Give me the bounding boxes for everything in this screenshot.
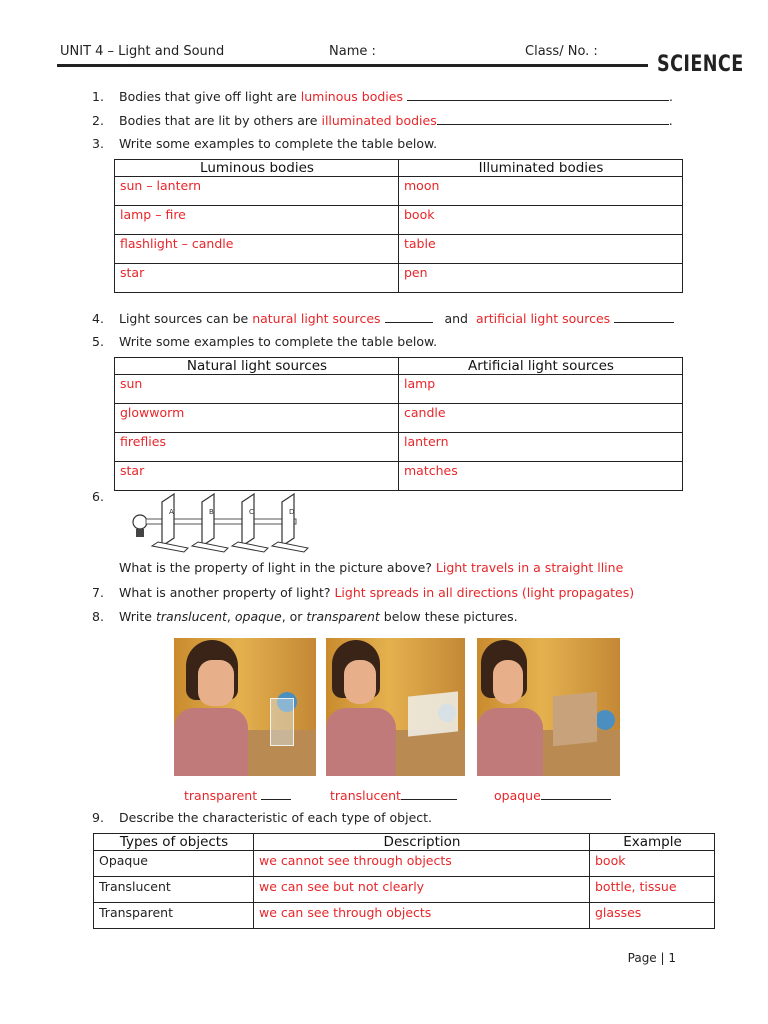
- table-row: star pen: [115, 264, 683, 293]
- answer-2: illuminated bodies: [321, 113, 437, 128]
- card-label: C: [249, 508, 254, 516]
- unit-title: UNIT 4 – Light and Sound: [60, 44, 225, 59]
- answer-1: luminous bodies: [300, 89, 403, 104]
- photo-opaque: [477, 638, 620, 776]
- question-6-number: 6.: [92, 489, 104, 504]
- table-row: star matches: [115, 462, 683, 491]
- table-header: Luminous bodies: [115, 160, 399, 177]
- answer-8-transparent: transparent: [184, 787, 291, 803]
- name-label: Name :: [329, 44, 376, 59]
- light-bulb-icon: [133, 515, 147, 537]
- question-5: 5. Write some examples to complete the table below.: [92, 334, 438, 349]
- table-row: sun – lantern moon: [115, 177, 683, 206]
- straight-line-experiment-illustration: [124, 490, 314, 554]
- table-header: Description: [254, 834, 590, 851]
- header-rule: [57, 64, 648, 67]
- table-header: Illuminated bodies: [399, 160, 683, 177]
- table-row: fireflies lantern: [115, 433, 683, 462]
- question-3: 3. Write some examples to complete the table below.: [92, 136, 438, 151]
- brand-logo: SCIENCE: [657, 52, 744, 77]
- answer-8-opaque: opaque: [494, 787, 611, 803]
- table-header: Example: [590, 834, 715, 851]
- answer-6: Light travels in a straight lline: [435, 560, 624, 575]
- table-row: sun lamp: [115, 375, 683, 404]
- card-label: D: [289, 508, 295, 516]
- question-7: 7. What is another property of light? Light spreads in all directions (light propagates): [92, 585, 635, 600]
- question-2: 2. Bodies that are lit by others are illuminated bodies .: [92, 113, 673, 128]
- question-8: 8. Write translucent, opaque, or transparent below these pictures.: [92, 609, 518, 624]
- table-header: Natural light sources: [115, 358, 399, 375]
- light-sources-table: [114, 357, 683, 491]
- table-row: flashlight – candle table: [115, 235, 683, 264]
- table-header: Artificial light sources: [399, 358, 683, 375]
- question-6: What is the property of light in the picture above? Light travels in a straight lline: [119, 560, 624, 575]
- answer-4b: artificial light sources: [475, 311, 611, 326]
- table-row: Opaque we cannot see through objects book: [94, 851, 715, 877]
- class-label: Class/ No. :: [525, 44, 598, 59]
- answer-4a: natural light sources: [252, 311, 381, 326]
- question-4: 4. Light sources can be natural light sources and artificial light sources: [92, 310, 674, 326]
- question-9: 9. Describe the characteristic of each type of object.: [92, 810, 433, 825]
- object-types-table: [93, 833, 715, 929]
- table-row: Translucent we can see but not clearly bottle, tissue: [94, 877, 715, 903]
- luminous-table: [114, 159, 683, 293]
- answer-7: Light spreads in all directions (light propagates): [334, 585, 635, 600]
- card-label: A: [169, 508, 174, 516]
- table-row: glowworm candle: [115, 404, 683, 433]
- page-number: Page | 1: [627, 951, 676, 965]
- photo-transparent: [174, 638, 316, 776]
- photo-translucent: [326, 638, 465, 776]
- table-row: lamp – fire book: [115, 206, 683, 235]
- card-label: B: [209, 508, 214, 516]
- table-row: Transparent we can see through objects glasses: [94, 903, 715, 929]
- table-header: Types of objects: [94, 834, 254, 851]
- question-1: 1. Bodies that give off light are luminous bodies .: [92, 89, 673, 104]
- answer-8-translucent: translucent: [330, 787, 457, 803]
